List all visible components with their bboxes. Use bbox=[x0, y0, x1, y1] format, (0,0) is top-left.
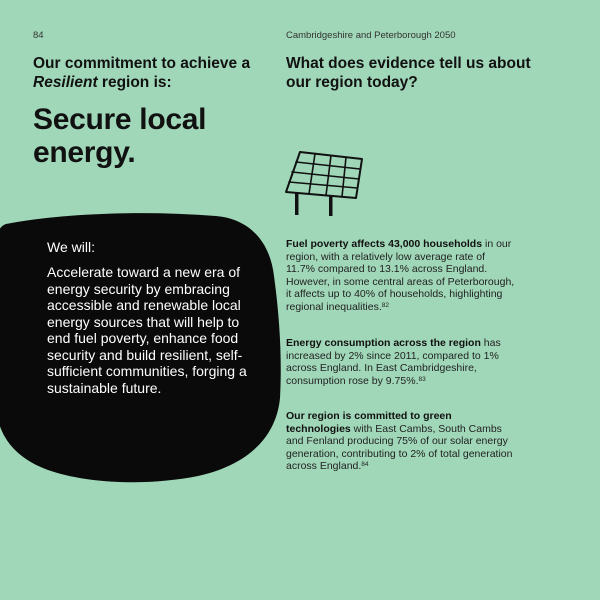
fact-body: with East Cambs, South Cambs and Fenland producing 75% of our solar energy generation, contributing to 2% of total generation across England. bbox=[286, 422, 513, 472]
solar-panel-icon bbox=[282, 148, 366, 218]
page-number: 84 bbox=[33, 30, 44, 41]
footnote-ref: 82 bbox=[381, 301, 389, 309]
fact-body: has increased by 2% since 2011, compared to 1% across England. In East Cambridgeshire, consumption rose by 9.75%. bbox=[286, 337, 501, 387]
commitment-intro bbox=[33, 54, 263, 92]
pledge-text: Accelerate toward a new era of energy security by embracing accessible and renewable local energy sources that will help to end fuel poverty, enhance food security and build resilient, self-sufficient communities, forging a sustainable future. bbox=[47, 264, 247, 396]
fact-fuel-poverty bbox=[286, 238, 516, 313]
we-will-label: We will: bbox=[47, 239, 95, 255]
footnote-ref: 83 bbox=[418, 375, 426, 383]
fact-lead: Our region is committed to green technologies bbox=[286, 410, 452, 435]
intro-emphasis: Resilient bbox=[33, 74, 98, 91]
page-headline: Secure local energy. bbox=[33, 103, 207, 169]
fact-lead: Energy consumption across the region bbox=[286, 337, 481, 349]
fact-lead: Fuel poverty affects 43,000 households bbox=[286, 238, 483, 250]
fact-green-technologies bbox=[286, 410, 516, 473]
footnote-ref: 84 bbox=[361, 461, 369, 468]
evidence-heading: What does evidence tell us about our region today? bbox=[286, 55, 531, 91]
intro-line-2: region is: bbox=[97, 74, 172, 91]
fact-energy-consumption bbox=[286, 337, 516, 387]
fact-body: in our region, with a relatively low average rate of 11.7% compared to 13.1% across England. However, in some central areas of Peterborough, it affects up to 40% of households, highlighting regional inequalities. bbox=[286, 238, 515, 313]
intro-line-1: Our commitment to achieve a bbox=[33, 55, 251, 72]
running-title: Cambridgeshire and Peterborough 2050 bbox=[286, 30, 456, 41]
